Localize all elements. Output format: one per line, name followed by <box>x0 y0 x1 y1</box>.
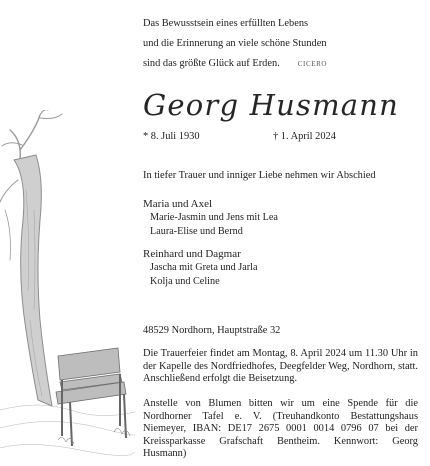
quote-line-text: sind das größte Glück auf Erden. <box>143 58 280 69</box>
tree-and-bench-illustration <box>0 110 135 466</box>
ceremony-details: Die Trauerfeier findet am Montag, 8. April 2024 um 11.30 Uhr in der Kapelle des Nordfriedhofes, Deegfelder Weg, Nordhorn, statt. Anschließend erfolgt die Beisetzung. <box>143 348 418 385</box>
donation-request: Anstelle von Blumen bitten wir um eine Spende für die Nordhorner Tafel e. V. (Treuhandkonto Bestattungshaus Niemeyer, IBAN: DE17 2675 0001 0014 0796 07 bei der Kreissparkasse Grafschaft Bentheim. Kennwort: Georg Husmann) <box>143 398 418 460</box>
life-dates <box>143 131 383 143</box>
mourners-group-head: Reinhard und Dagmar <box>143 248 241 260</box>
farewell-lead: In tiefer Trauer und inniger Liebe nehmen wir Abschied <box>143 170 376 181</box>
mourners-group <box>143 248 258 289</box>
mourners-member: Marie-Jasmin und Jens mit Lea <box>150 212 278 224</box>
quote-line: und die Erinnerung an viele schöne Stunden <box>143 38 327 49</box>
mourners-group-head: Maria und Axel <box>143 198 213 210</box>
quote-author: CICERO <box>297 60 328 68</box>
death-date: † 1. April 2024 <box>273 131 336 142</box>
mourners-member: Kolja und Celine <box>150 276 220 288</box>
mourners-address: 48529 Nordhorn, Hauptstraße 32 <box>143 325 281 336</box>
mourners-member: Jascha mit Greta und Jarla <box>150 262 258 274</box>
mourners-group <box>143 198 278 239</box>
quote-block <box>143 14 327 74</box>
birth-date: * 8. Juli 1930 <box>143 131 200 142</box>
mourners-member: Laura-Elise und Bernd <box>150 226 243 238</box>
quote-line <box>143 54 327 74</box>
quote-line: Das Bewusstsein eines erfüllten Lebens <box>143 18 309 29</box>
deceased-name: Georg Husmann <box>143 88 400 122</box>
